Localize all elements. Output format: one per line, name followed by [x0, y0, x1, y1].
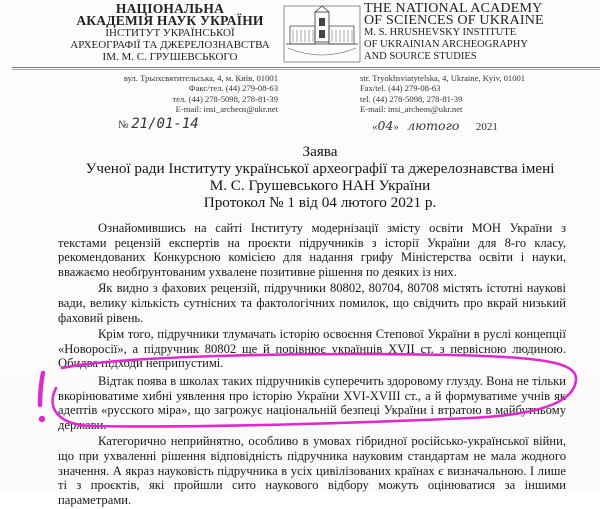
institute-logo [282, 4, 362, 64]
paragraph: Категорично неприйнятно, особливо в умовах гібридної російсько-української війни, що при ухваленні рішення відповідність підручника науковим стандартам не мала жодного значення. А якраз науковість підручника в усіх цивілізованих країнах є визначальною. І лише ті з проєктів, які пройшли сито наукового відбору можуть оцінюватися за іншими параметрами. [58, 434, 566, 507]
institute-name-line1: ІНСТИТУТ УКРАЇНСЬКОЇ [105, 27, 235, 39]
institute-name-line2: АРХЕОГРАФІЇ ТА ДЖЕРЕЛОЗНАВСТВА [70, 39, 270, 51]
address-en: str. Tryokhsviatytelska, 4, Ukraine, Kyiv, 01001 [360, 73, 526, 83]
tel-en: tel. (44) 278-5098, 278-81-39 [360, 93, 463, 104]
fax-ua: Факс/тел. (44) 279-08-63 [188, 83, 278, 94]
letterhead-ukrainian [52, 3, 288, 63]
statement-body [58, 221, 566, 509]
academy-name-line1: НАЦІОНАЛЬНА [115, 1, 225, 16]
paragraph: Крім того, підручники тлумачать історію освоєння Степової України в руслі концепції «Новоросії», а підручник 80802 ще й порівнює українців XVII ст. з первісною людиною. Обидва підходи неприпустимі. [58, 327, 566, 371]
email-ua: E-mail: insi_archeos@ukr.net [175, 104, 278, 115]
contacts-english [360, 73, 580, 115]
handwritten-number: 21/01-14 [131, 116, 199, 132]
exclamation-dot [39, 416, 45, 422]
institute-name-line3: ІМ. М. С. ГРУШЕВСЬКОГО [102, 51, 238, 63]
letterhead-divider [12, 67, 600, 68]
tel-ua: тел. (44) 278-5098, 278-81-39 [172, 93, 278, 104]
academy-name-en-line1: THE NATIONAL ACADEMY [364, 1, 543, 16]
institute-name-en-line3: AND SOURCE STUDIES [364, 51, 477, 62]
letterhead-divider-thin [12, 69, 600, 70]
contacts-ukrainian [68, 73, 278, 115]
outgoing-date: «04» лютого 2021 [372, 118, 498, 133]
document-subtitle-line2: М. С. Грушевського НАН України [209, 177, 431, 194]
exclamation-stroke [40, 373, 43, 405]
protocol-line: Протокол № 1 від 04 лютого 2021 р. [203, 194, 437, 211]
statement-heading [40, 143, 600, 211]
academy-name-line2: АКАДЕМІЯ НАУК УКРАЇНИ [76, 13, 264, 28]
letterhead-english [364, 3, 600, 63]
fax-en: Fax/tel. (44) 279-08-63 [360, 83, 441, 94]
date-quote: « [372, 121, 378, 133]
address-ua: вул. Трьохсвятительська, 4, м. Київ, 01001 [123, 73, 278, 83]
date-year: 2021 [475, 121, 498, 133]
email-en: E-mail: insi_archeos@ukr.net [360, 104, 463, 115]
outgoing-number [118, 116, 199, 132]
document-subtitle-line1: Ученої ради Інституту української археографії та джерелознавства імені [85, 160, 555, 177]
handwritten-day: 04 [377, 118, 394, 133]
paragraph-highlighted: Відтак поява в школах таких підручників суперечить здоровому глузду. Вона не тільки вкорінюватиме хибні уявлення про історію України XVI-XVIII ст., а й формуватиме учнів як адептів «русского міра», що загрожує національній безпеці України і втратою в майбутньому держави. [58, 373, 566, 432]
paragraph: Ознайомившись на сайті Інституту модернізації змісту освіти МОН України з текстами рецензій експертів на проєкти підручників з історії України для 8-го класу, рекомендованих Конкурсною комісією для надання грифу Міністерства освіти і науки, вважаємо необґрунтованим ухвалене позитивне рішення по деяких із них. [58, 221, 566, 279]
paragraph: Як видно з фахових рецензій, підручники 80802, 80704, 80708 містять істотні наукові вади, велику кількість сутнісних та фактологічних помилок, що свідчить про вкрай низький фаховий рівень. [58, 281, 566, 325]
academy-name-en-line2: OF SCIENCES OF UKRAINE [364, 13, 544, 28]
institute-name-en-line1: M. S. HRUSHEVSKY INSTITUTE [364, 27, 517, 38]
handwritten-month: лютого [407, 118, 460, 133]
document-title: Заява [302, 143, 338, 160]
number-sign: № [118, 119, 129, 131]
institute-name-en-line2: OF UKRAINIAN ARCHEOGRAPHY [364, 39, 528, 50]
